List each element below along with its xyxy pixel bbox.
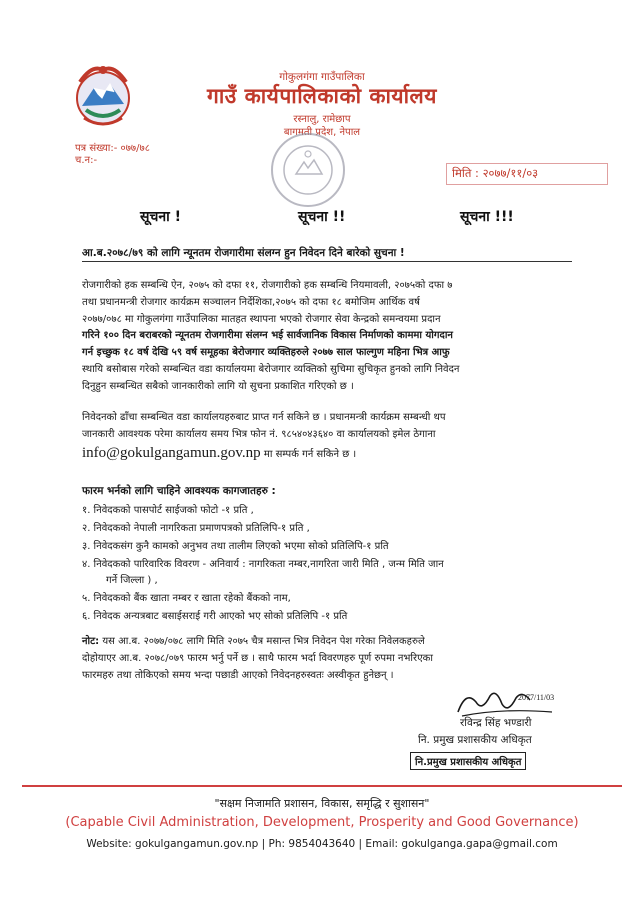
footer-divider xyxy=(22,785,622,787)
notice-heading-1: सूचना ! xyxy=(140,209,182,225)
signatory-name: रविन्द्र सिंह भण्डारी xyxy=(460,717,532,729)
main-paragraph xyxy=(82,278,570,396)
note-label: नोट: xyxy=(82,636,100,647)
paragraph-line: जानकारी आवश्यक परेमा कार्यालय समय भित्र फोन नं. ९८५४०४३६४० वा कार्यालयको इमेल ठेगाना xyxy=(82,428,436,440)
municipality-name: गोकुलगंगा गाउँपालिका xyxy=(279,71,365,83)
signatory-title-stamp: नि.प्रमुख प्रशासकीय अधिकृत xyxy=(410,752,526,770)
handwritten-signature xyxy=(452,686,562,720)
dispatch-number: च.न:- xyxy=(75,155,98,166)
document-item: ३. निवेदकसंग कुनै कामको अनुभव तथा तालीम लिएको भएमा सोको प्रतिलिपि-१ प्रति xyxy=(82,541,389,552)
document-item: २. निवेदकको नेपाली नागरिकता प्रमाणपत्रको प्रतिलिपि-१ प्रति , xyxy=(82,523,310,534)
note-line: दोहोयाएर आ.ब. २०७८/०७९ फारम भर्नु पर्ने छ । साथै फारम भर्दा विवरणहरु पूर्ण रुपमा नभरिएका xyxy=(82,652,433,664)
paragraph-line: २०७७/०७८ मा गोकुलगंगा गाउँपालिका मातहत स्थापना भएको रोजगार सेवा केन्द्रको समन्वयमा प्रदान xyxy=(82,313,441,325)
footer-motto-nepali: "सक्षम निजामति प्रशासन, विकास, समृद्धि र सुशासन" xyxy=(214,797,430,810)
email-line-rest: मा सम्पर्क गर्न सकिने छ । xyxy=(260,449,357,460)
note-line: फारमहरु तथा तोकिएको समय भन्दा पछाडी आएको निवेदनहरुस्वतः अस्वीकृत हुनेछन् । xyxy=(82,669,394,681)
contact-paragraph xyxy=(82,410,570,444)
paragraph-line: निवेदनको ढाँचा सम्बन्धित वडा कार्यालयहरुबाट प्राप्त गर्न सकिने छ । प्रधानमन्त्री कार्यक्रम सम्बन्धी थप xyxy=(82,412,446,423)
paragraph-line: तथा प्रधानमन्त्री रोजगार कार्यक्रम सञ्चालन निर्देशिका,२०७५ को दफा १८ बमोजिम आर्थिक वर्ष xyxy=(82,296,420,308)
document-item: १. निवेदकको पासपोर्ट साईजको फोटो -१ प्रति , xyxy=(82,505,254,516)
paragraph-line: गर्न इच्छुक १८ वर्ष देखि ५९ वर्ष समूहका बेरोजगार व्यक्तिहरुले २०७७ साल फाल्गुण महिना भित्र आफु xyxy=(82,347,450,359)
paragraph-line: रोजगारीको हक सम्बन्धि ऐन, २०७५ को दफा ११, रोजगारीको हक सम्बन्धि नियमावली, २०७५को दफा ७ xyxy=(82,280,453,291)
notice-subject: आ.ब.२०७८/७९ को लागि न्यूनतम रोजगारीमा संलग्न हुन निवेदन दिने बारेको सुचना ! xyxy=(82,246,572,262)
paragraph-line: स्थायि बसोबास गरेको सम्बन्धित वडा कार्यालयमा बेरोजगार व्यक्तिको सुचिमा सुचिकृत हुनको लागि निवेदन xyxy=(82,363,460,375)
letter-number: पत्र संख्या:- ०७७/७८ xyxy=(75,143,150,154)
office-title: गाउँ कार्यपालिकाको कार्यालय xyxy=(207,84,437,108)
paragraph-line: गरिने १०० दिन बराबरको न्यूनतम रोजगारीमा संलग्न भई सार्वजानिक विकास निर्माणको काममा योगदान xyxy=(82,330,453,342)
note-line: यस आ.ब. २०७७/०७८ लागि मिति २०७५ चैत्र मसान्त भित्र निवेदन पेश गरेका निवेलकहरुले xyxy=(99,636,425,647)
document-item: ६. निवेदक अन्यत्रबाट बसाईसराई गरी आएको भए सोको प्रतिलिपि -१ प्रति xyxy=(82,611,348,622)
email-line xyxy=(82,445,356,462)
footer-motto-english: (Capable Civil Administration, Development, Prosperity and Good Governance) xyxy=(65,815,579,830)
address-line-2: बागमती प्रदेश, नेपाल xyxy=(283,127,361,138)
office-seal-icon xyxy=(268,130,348,210)
note-paragraph xyxy=(82,634,572,684)
footer-contact: Website: gokulgangamun.gov.np | Ph: 9854043640 | Email: gokulganga.gapa@gmail.com xyxy=(86,838,558,850)
notice-heading-3: सूचना !!! xyxy=(460,209,514,225)
documents-title: फारम भर्नको लागि चाहिने आवश्यक कागजातहरु : xyxy=(82,485,276,497)
office-email-link[interactable]: info@gokulgangamun.gov.np xyxy=(82,445,261,461)
address-line-1: रस्नालु, रामेछाप xyxy=(293,114,351,125)
notice-heading-2: सूचना !! xyxy=(298,209,346,225)
document-item-continued: गर्ने जिल्ला ) , xyxy=(106,575,158,586)
signatory-title: नि. प्रमुख प्रशासकीय अधिकृत xyxy=(418,734,532,746)
paragraph-line: दिनुहुन सम्बन्धित सबैको जानकारीको लागि यो सुचना प्रकाशित गरिएको छ । xyxy=(82,380,354,392)
document-item: ५. निवेदकको बैंक खाता नम्बर र खाता रहेको बैंकको नाम, xyxy=(82,593,291,604)
document-item: ४. निवेदकको पारिवारिक विवरण - अनिवार्य : नागरिकता नम्बर,नागरिता जारी मिति , जन्म मिति जान xyxy=(82,559,444,570)
signature-date: 2077/11/03 xyxy=(518,693,555,702)
issue-date: मिति : २०७७/११/०३ xyxy=(452,166,539,180)
